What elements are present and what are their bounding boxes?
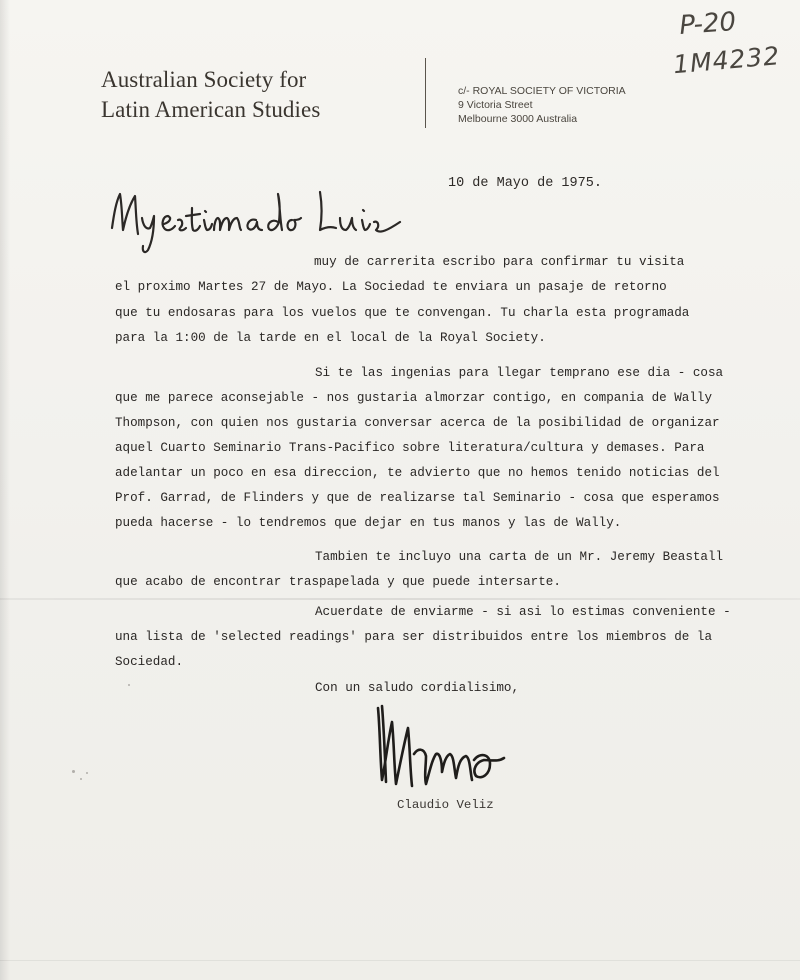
paragraph-1-line-1: muy de carrerita escribo para confirmar tu visita: [314, 255, 685, 269]
paragraph-2-line-3: Thompson, con quien nos gustaria conversar acerca de la posibilidad de organizar: [115, 416, 720, 430]
address-line-1: c/- ROYAL SOCIETY OF VICTORIA: [458, 85, 626, 97]
paragraph-1-line-4: para la 1:00 de la tarde en el local de la Royal Society.: [115, 331, 546, 345]
paragraph-1-line-2: el proximo Martes 27 de Mayo. La Sociedad te enviara un pasaje de retorno: [115, 280, 667, 294]
paragraph-3-line-1: Tambien te incluyo una carta de un Mr. Jeremy Beastall: [315, 550, 724, 564]
signature-drawing: [370, 700, 510, 792]
address-line-3: Melbourne 3000 Australia: [458, 113, 578, 125]
archive-reference-line-2: 1M4232: [671, 41, 782, 80]
archive-reference-handwritten: [650, 4, 782, 80]
salutation-text: [108, 180, 109, 181]
salutation-script-drawing: [108, 180, 418, 260]
paragraph-2-line-4: aquel Cuarto Seminario Trans-Pacifico sobre literatura/cultura y demases. Para: [115, 441, 705, 455]
page-edge-shadow: [0, 0, 10, 980]
paragraph-4-line-2: una lista de 'selected readings' para ser distribuidos entre los miembros de la: [115, 630, 713, 644]
handwritten-signature: [370, 700, 510, 792]
paper-speck: [86, 772, 88, 774]
paragraph-2-line-1: Si te las ingenias para llegar temprano ese dia - cosa: [315, 366, 724, 380]
archive-reference-line-1: P-20: [678, 7, 738, 41]
paragraph-2-line-7: pueda hacerse - lo tendremos que dejar en tus manos y las de Wally.: [115, 516, 622, 530]
letter-date: 10 de Mayo de 1975.: [448, 176, 602, 191]
paragraph-2-line-2: que me parece aconsejable - nos gustaria almorzar contigo, en compania de Wally: [115, 391, 713, 405]
paragraph-2-line-6: Prof. Garrad, de Flinders y que de realizarse tal Seminario - cosa que esperamos: [115, 491, 720, 505]
org-name-line-1: Australian Society for: [101, 67, 307, 92]
paper-fold-line: [0, 598, 800, 600]
paper-speck: [72, 770, 75, 773]
org-name-line-2: Latin American Studies: [101, 97, 321, 122]
signatory-name: Claudio Veliz: [397, 798, 494, 812]
handwritten-salutation: [108, 180, 418, 260]
paragraph-3-line-2: que acabo de encontrar traspapelada y que puede intersarte.: [115, 575, 561, 589]
address-line-2: 9 Victoria Street: [458, 99, 533, 111]
letter-closing: Con un saludo cordialisimo,: [315, 681, 520, 695]
letterhead-organization: [101, 65, 401, 125]
paper-speck: [128, 684, 130, 686]
paragraph-2-line-5: adelantar un poco en esa direccion, te advierto que no hemos tenido noticias del: [115, 466, 720, 480]
letterhead-address: [458, 84, 626, 126]
paragraph-1-line-3: que tu endosaras para los vuelos que te convengan. Tu charla esta programada: [115, 306, 690, 320]
paper-speck: [80, 778, 82, 780]
paper-fold-line-bottom: [0, 960, 800, 961]
paragraph-4-line-1: Acuerdate de enviarme - si asi lo estimas conveniente -: [315, 605, 731, 619]
paragraph-4-line-3: Sociedad.: [115, 655, 184, 669]
letterhead-divider: [425, 58, 426, 128]
